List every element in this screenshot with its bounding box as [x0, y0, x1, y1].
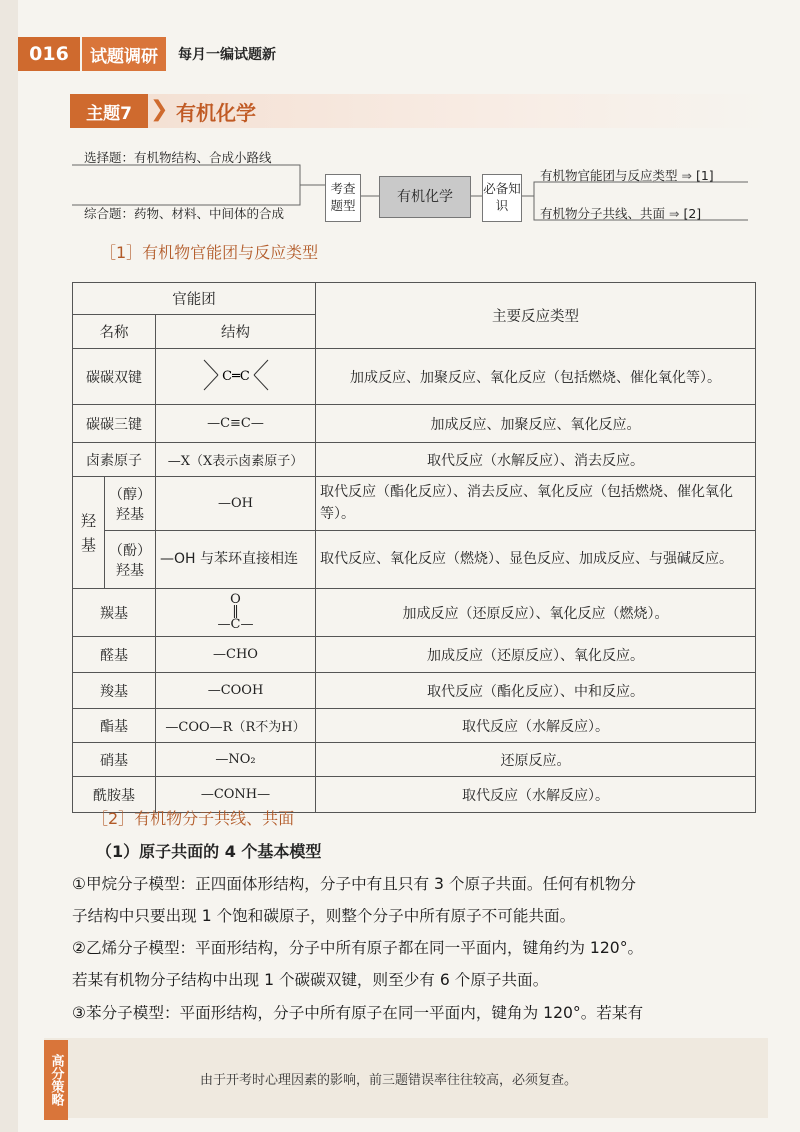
- group-reaction: 加成反应、加聚反应、氧化反应（包括燃烧、催化氧化等）。: [316, 349, 756, 405]
- section-1-title: ［1］有机物官能团与反应类型: [100, 243, 319, 262]
- group-struct: [156, 589, 316, 637]
- group-reaction: 加成反应（还原反应）、氧化反应。: [316, 637, 756, 673]
- group-struct: —COO—R（R不为H）: [156, 709, 316, 743]
- mindmap-topic-1-ref: [1]: [695, 168, 714, 183]
- table-head-struct: 结构: [156, 315, 316, 349]
- mindmap-topic-2-ref: [2]: [683, 206, 702, 221]
- functional-group-table: [72, 282, 756, 813]
- mindmap-center-box: 有机化学: [379, 176, 471, 218]
- hydroxyl-label: 羟基: [73, 477, 105, 589]
- group-struct: —OH 与苯环直接相连: [156, 531, 316, 589]
- group-reaction: 取代反应（水解反应）、消去反应。: [316, 443, 756, 477]
- subheading: （1）原子共面的 4 个基本模型: [96, 842, 322, 861]
- table-row: [73, 477, 756, 531]
- topic-title: 有机化学: [176, 100, 256, 125]
- group-name: 卤素原子: [73, 443, 156, 477]
- table-head-name: 名称: [73, 315, 156, 349]
- tip-side-label: 高分策略: [44, 1040, 68, 1120]
- group-struct: —C≡C—: [156, 405, 316, 443]
- mindmap-topic-2: [540, 204, 701, 222]
- table-head-reaction: 主要反应类型: [316, 283, 756, 349]
- header-slogan: 每月一编试题新: [178, 47, 276, 63]
- group-name: 羰基: [73, 589, 156, 637]
- group-reaction: 加成反应（还原反应）、氧化反应（燃烧）。: [316, 589, 756, 637]
- group-name: 酰胺基: [73, 777, 156, 813]
- tip-text: 由于开考时心理因素的影响，前三题错误率往往较高，必须复查。: [200, 1073, 578, 1088]
- group-name: 酯基: [73, 709, 156, 743]
- mindmap-topic-2-label: 有机物分子共线、共面: [540, 206, 666, 221]
- group-reaction: 取代反应（水解反应）。: [316, 777, 756, 813]
- group-reaction: 取代反应（酯化反应）、中和反应。: [316, 673, 756, 709]
- table-row: [73, 443, 756, 477]
- group-struct: —CHO: [156, 637, 316, 673]
- chevron-right-icon: ❯: [150, 97, 169, 122]
- group-name: （醇）羟基: [105, 477, 156, 531]
- mindmap-choice-item: 选择题：有机物结构、合成小路线: [84, 150, 272, 165]
- group-struct: —X（X表示卤素原子）: [156, 443, 316, 477]
- table-row: [73, 531, 756, 589]
- group-struct: —NO₂: [156, 743, 316, 777]
- alkene-structure: [196, 352, 276, 398]
- group-name: 羧基: [73, 673, 156, 709]
- topic-badge: 主题7: [70, 94, 148, 128]
- table-head-group: 官能团: [73, 283, 316, 315]
- section-2-title: ［2］有机物分子共线、共面: [92, 809, 295, 828]
- paragraph-ethylene-line2: 若某有机物分子结构中出现 1 个碳碳双键，则至少有 6 个原子共面。: [72, 971, 549, 989]
- group-reaction: 取代反应、氧化反应（燃烧）、显色反应、加成反应、与强碱反应。: [316, 531, 756, 589]
- table-row: [73, 349, 756, 405]
- group-reaction: 取代反应（酯化反应）、消去反应、氧化反应（包括燃烧、催化氧化等）。: [316, 477, 756, 531]
- paragraph-methane-line1: ①甲烷分子模型：正四面体形结构，分子中有且只有 3 个原子共面。任何有机物分: [72, 875, 637, 893]
- mindmap-topic-1: [540, 166, 714, 184]
- group-struct: —OH: [156, 477, 316, 531]
- carbonyl-carbon: —C—: [217, 616, 254, 632]
- carbonyl-double-bond: ‖: [232, 604, 239, 620]
- mindmap-exam-type-box: 考查题型: [325, 174, 361, 222]
- carbonyl-oxygen: O: [230, 591, 241, 607]
- table-row: [73, 405, 756, 443]
- section-label: 试题调研: [80, 37, 166, 71]
- alkene-label: C═C: [221, 368, 250, 384]
- paragraph-benzene-line1: ③苯分子模型：平面形结构，分子中所有原子在同一平面内，键角为 120°。若某有: [72, 1004, 644, 1022]
- mindmap-comprehensive-item: 综合题：药物、材料、中间体的合成: [84, 206, 285, 221]
- group-reaction: 加成反应、加聚反应、氧化反应。: [316, 405, 756, 443]
- table-row: [73, 709, 756, 743]
- group-name: 碳碳双键: [73, 349, 156, 405]
- mindmap-topic-1-label: 有机物官能团与反应类型: [540, 168, 678, 183]
- group-name: 碳碳三键: [73, 405, 156, 443]
- mindmap-must-know-box: 必备知识: [482, 174, 522, 222]
- table-row: [73, 743, 756, 777]
- group-reaction: 取代反应（水解反应）。: [316, 709, 756, 743]
- group-struct: [156, 349, 316, 405]
- group-reaction: 还原反应。: [316, 743, 756, 777]
- table-row: [73, 637, 756, 673]
- paragraph-methane-line2: 子结构中只要出现 1 个饱和碳原子，则整个分子中所有原子不可能共面。: [72, 907, 576, 925]
- table-row: [73, 673, 756, 709]
- arrow-right-icon: ⇒: [669, 206, 680, 221]
- group-name: 硝基: [73, 743, 156, 777]
- table-row: [73, 589, 756, 637]
- paragraph-ethylene-line1: ②乙烯分子模型：平面形结构，分子中所有原子都在同一平面内，键角约为 120°。: [72, 939, 644, 957]
- group-struct: —CONH—: [156, 777, 316, 813]
- group-name: 醛基: [73, 637, 156, 673]
- group-struct: —COOH: [156, 673, 316, 709]
- page-number: 016: [18, 37, 80, 71]
- group-name: （酚）羟基: [105, 531, 156, 589]
- arrow-right-icon: ⇒: [681, 168, 692, 183]
